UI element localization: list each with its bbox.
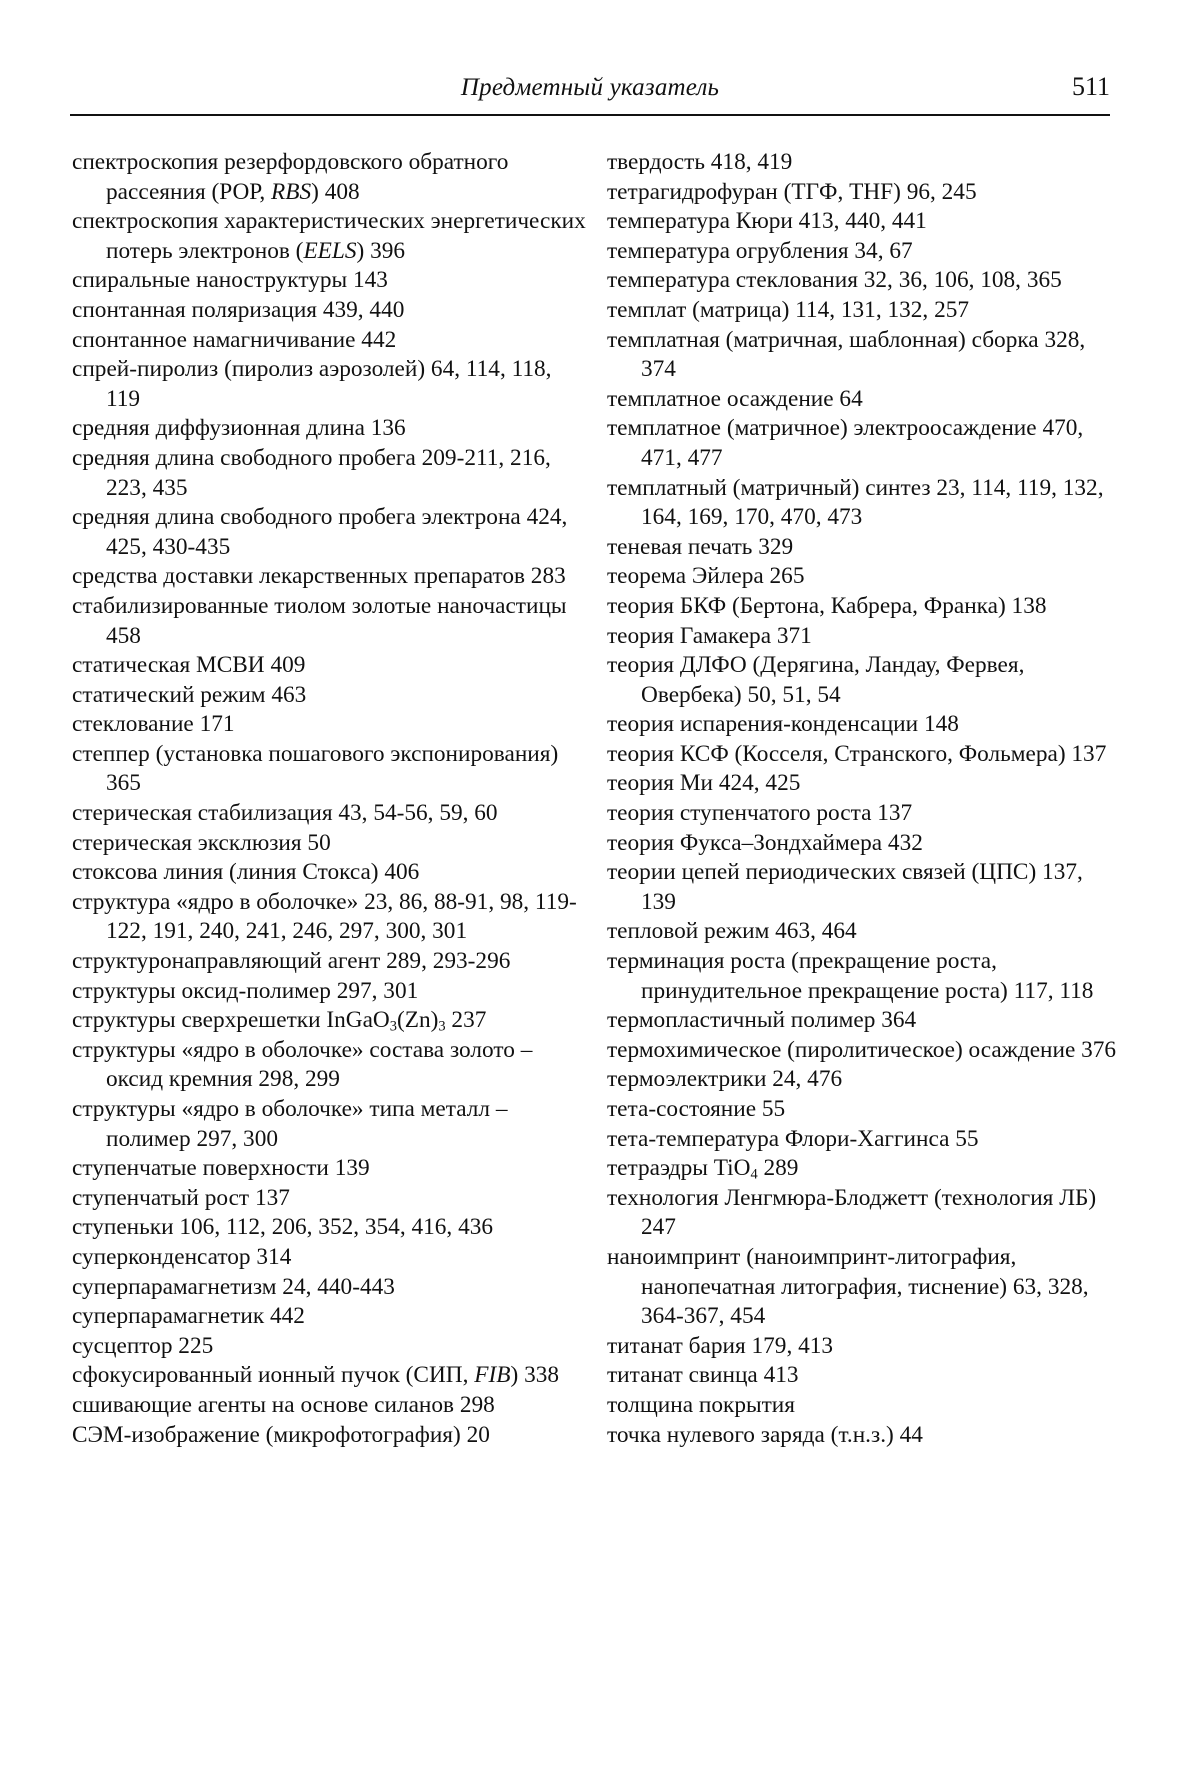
index-entry: стоксова линия (линия Стокса) 406 xyxy=(72,859,420,886)
index-entry: точка нулевого заряда (т.н.з.) 44 xyxy=(607,1421,923,1448)
index-entry: тетрагидрофуран (ТГФ, THF) 96, 245 xyxy=(607,178,977,205)
index-entry: титанат свинца 413 xyxy=(607,1362,799,1389)
index-entry: спрей-пиролиз (пиролиз аэрозолей) 64, 114, 118, 119 xyxy=(72,356,552,412)
index-entry: средняя длина свободного пробега электрона 424, 425, 430-435 xyxy=(72,504,568,560)
index-entry: теория Ми 424, 425 xyxy=(607,770,801,797)
index-entry: титанат бария 179, 413 xyxy=(607,1332,834,1359)
index-entry: спектроскопия характеристических энергетических потерь электронов (EELS) 396 xyxy=(72,208,586,264)
index-entry: структуры «ядро в оболочке» состава золото – оксид кремния 298, 299 xyxy=(72,1036,533,1093)
header-rule xyxy=(70,114,1110,116)
index-entry: средства доставки лекарственных препаратов 283 xyxy=(72,563,566,590)
index-entry: теория Фукса–Зондхаймера 432 xyxy=(607,829,923,856)
index-entry: темплат (матрица) 114, 131, 132, 257 xyxy=(607,296,970,323)
index-entry: суперконденсатор 314 xyxy=(72,1243,292,1270)
index-entry: средняя диффузионная длина 136 xyxy=(72,415,406,442)
index-entry: теорема Эйлера 265 xyxy=(607,563,805,590)
index-entry: спиральные наноструктуры 143 xyxy=(72,267,388,294)
index-entry: терминация роста (прекращение роста, принудительное прекращение роста) 117, 118 xyxy=(607,948,1094,1004)
index-entry: стерическая эксклюзия 50 xyxy=(72,829,331,856)
index-entry: наноимпринт (наноимпринт-литография, нанопечатная литография, тиснение) 63, 328, 364-367, 454 xyxy=(607,1243,1089,1330)
index-entry: степпер (установка пошагового экспонирования) 365 xyxy=(72,740,559,797)
index-entry: термопластичный полимер 364 xyxy=(607,1007,917,1034)
index-entry: спектроскопия резерфордовского обратного рассеяния (РОР, RBS) 408 xyxy=(72,149,509,205)
index-entry: ступеньки 106, 112, 206, 352, 354, 416, 436 xyxy=(72,1214,494,1241)
index-entry: темплатное осаждение 64 xyxy=(607,385,863,412)
index-entry: спонтанная поляризация 439, 440 xyxy=(72,296,405,323)
page-header xyxy=(70,62,1110,114)
index-entry: СЭМ-изображение (микрофотография) 20 xyxy=(72,1421,490,1448)
index-entry: теория КСФ (Косселя, Странского, Фольмера) 137 xyxy=(607,740,1107,767)
index-entry: теория ступенчатого роста 137 xyxy=(607,800,913,827)
index-entry: темплатная (матричная, шаблонная) сборка 328, 374 xyxy=(607,326,1086,383)
index-entry: суперпарамагнетизм 24, 440-443 xyxy=(72,1273,395,1300)
index-entry: теория испарения-конденсации 148 xyxy=(607,711,959,738)
index-entry: термохимическое (пиролитическое) осаждение 376 xyxy=(607,1036,1117,1063)
index-entry: тета-температура Флори-Хаггинса 55 xyxy=(607,1125,979,1152)
index-entry: сфокусированный ионный пучок (СИП, FIB) 338 xyxy=(72,1362,560,1389)
index-entry: стеклование 171 xyxy=(72,711,235,738)
index-entry: суперпарамагнетик 442 xyxy=(72,1303,305,1330)
index-entry: статическая МСВИ 409 xyxy=(72,652,306,679)
running-title: Предметный указатель xyxy=(460,74,720,101)
index-entry: температура стеклования 32, 36, 106, 108, 365 xyxy=(607,267,1062,294)
index-entry: ступенчатые поверхности 139 xyxy=(72,1155,370,1182)
index-entry: сшивающие агенты на основе силанов 298 xyxy=(72,1391,495,1418)
index-entry: температура Кюри 413, 440, 441 xyxy=(607,208,927,235)
index-column-right xyxy=(607,148,1122,1450)
index-entry: тепловой режим 463, 464 xyxy=(607,918,857,945)
index-entry: структуронаправляющий агент 289, 293-296 xyxy=(72,948,511,975)
index-entry: статический режим 463 xyxy=(72,681,307,708)
index-entry: теории цепей периодических связей (ЦПС) 137, 139 xyxy=(607,859,1083,915)
index-entry: структуры «ядро в оболочке» типа металл – полимер 297, 300 xyxy=(72,1096,508,1152)
index-entry: технология Ленгмюра-Блоджетт (технология ЛБ) 247 xyxy=(607,1184,1097,1241)
index-entry: структуры сверхрешетки $InGaO_3(Zn)_3$ 237 xyxy=(72,1007,487,1035)
index-entry: тета-состояние 55 xyxy=(607,1096,786,1122)
index-entry: ступенчатый рост 137 xyxy=(72,1184,290,1211)
index-entry: стерическая стабилизация 43, 54-56, 59, 60 xyxy=(72,800,498,827)
index-entry: структуры оксид-полимер 297, 301 xyxy=(72,977,419,1004)
index-column-left xyxy=(72,148,587,1450)
index-entry: тетраэдры TiO$_4$ 289 xyxy=(607,1155,799,1183)
index-entry: темплатный (матричный) синтез 23, 114, 119, 132, 164, 169, 170, 470, 473 xyxy=(607,474,1104,531)
index-entry: теневая печать 329 xyxy=(607,533,794,560)
index-entry: термоэлектрики 24, 476 xyxy=(607,1066,843,1093)
index-entry: стабилизированные тиолом золотые наночастицы 458 xyxy=(72,592,567,649)
index-entry: температура огрубления 34, 67 xyxy=(607,237,913,264)
index-entry: теория ДЛФО (Дерягина, Ландау, Фервея, Овербека) 50, 51, 54 xyxy=(607,652,1025,708)
index-entry: толщина покрытия xyxy=(607,1391,795,1418)
index-entry: теория Гамакера 371 xyxy=(607,622,812,649)
index-entry: сусцептор 225 xyxy=(72,1332,214,1359)
index-entry: теория БКФ (Бертона, Кабрера, Франка) 138 xyxy=(607,592,1047,619)
index-entry: структура «ядро в оболочке» 23, 86, 88-91, 98, 119-122, 191, 240, 241, 246, 297, 300, 301 xyxy=(72,888,577,945)
index-entry: спонтанное намагничивание 442 xyxy=(72,326,397,353)
index-entry: твердость 418, 419 xyxy=(607,149,793,175)
index-entry: средняя длина свободного пробега 209-211, 216, 223, 435 xyxy=(72,444,551,501)
page-number: 511 xyxy=(1071,72,1110,101)
index-entry: темплатное (матричное) электроосаждение 470, 471, 477 xyxy=(607,415,1084,471)
